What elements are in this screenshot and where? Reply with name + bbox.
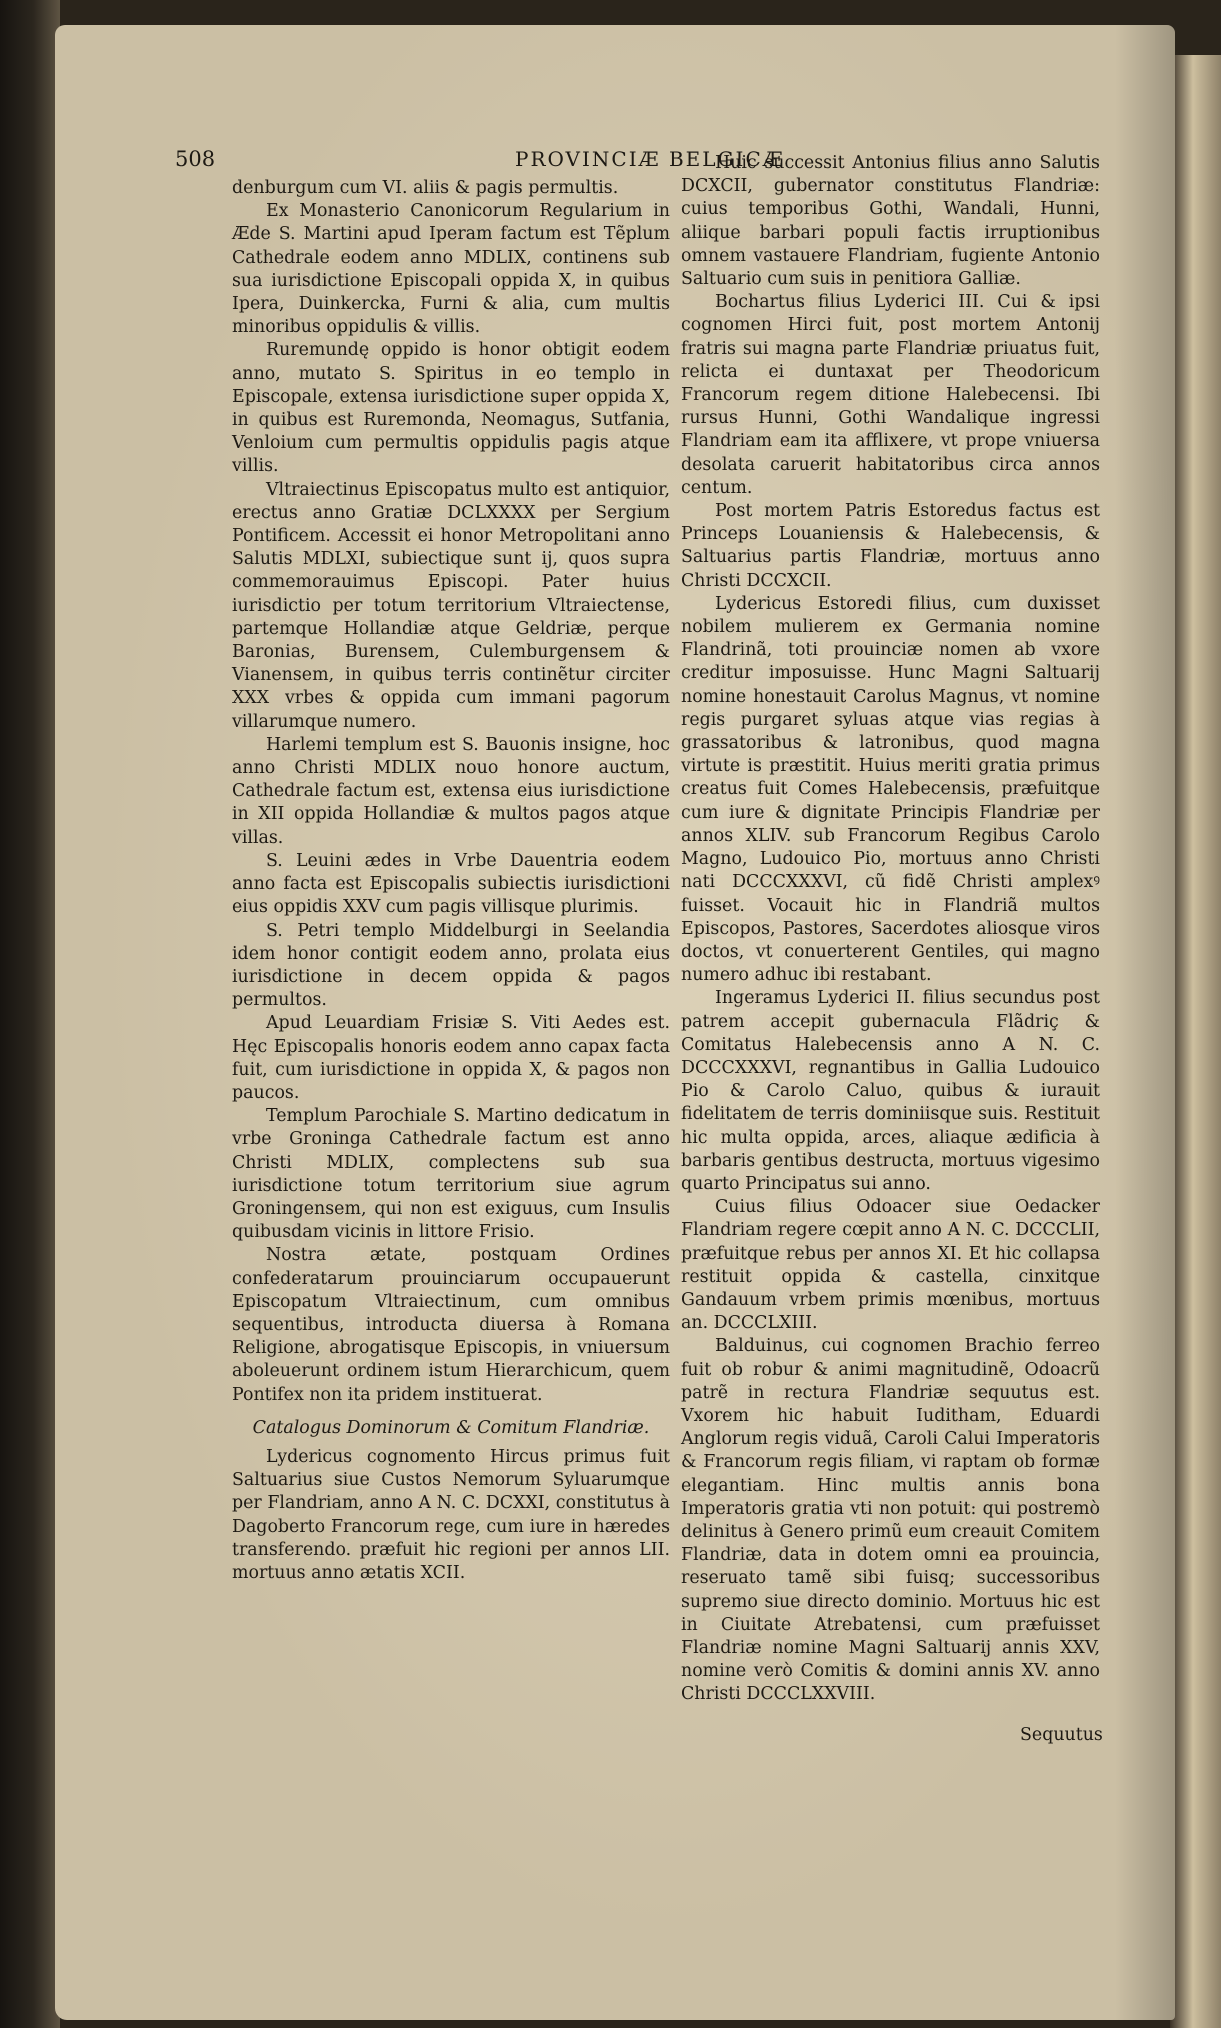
book-binding-edge: [0, 0, 60, 2028]
paragraph: Ex Monasterio Canonicorum Regularium in Æde S. Martini apud Iperam factum est Tẽplum Cathedrale eodem anno MDLIX, continens sub sua iurisdictione Episcopali oppida X, in quibus Ipera, Duinkercka, Furni & alia, cum multis minoribus oppidulis & villis.: [232, 201, 670, 338]
left-column: [232, 177, 670, 1585]
right-column: [681, 152, 1100, 1707]
paragraph: Apud Leuardiam Frisiæ S. Viti Aedes est. Hęc Episcopalis honoris eodem anno capax facta fuit, cum iurisdictione in oppida X, & pagos non paucos.: [232, 1013, 670, 1103]
paragraph: Huic successit Antonius filius anno Salutis DCXCII, gubernator constitutus Flandriæ: cuius temporibus Gothi, Wandali, Hunni, aliique barbari populi factis irruptionibus omnem vastauere Flandriam, fugiente Antonio Saltuario cum suis in penitiora Galliæ.: [681, 153, 1100, 290]
paragraph: Nostra ætate, postquam Ordines confederatarum prouinciarum occupauerunt Episcopatum Vltraiectinum, cum omnibus sequentibus, introducta diuersa à Romana Religione, abrogatisque Episcopis, in vniuersum aboleuerunt ordinem istum Hierarchicum, quem Pontifex non ita pridem instituerat.: [232, 1245, 670, 1405]
paragraph: S. Petri templo Middelburgi in Seelandia idem honor contigit eodem anno, prolata eius iurisdictione in decem oppida & pagos permultos.: [232, 920, 670, 1011]
page-gutter-shadow: [1115, 25, 1175, 2020]
paragraph: denburgum cum VI. aliis & pagis permultis.: [232, 178, 619, 198]
page-number: 508: [175, 147, 216, 171]
paragraph: Lydericus Estoredi filius, cum duxisset nobilem mulierem ex Germania nomine Flandrinã, toti prouinciæ nomen ab vxore creditur imposuisse. Hunc Magni Saltuarij nomine honestauit Carolus Magnus, vt nomine regis purgaret syluas atque vias regias à grassatoribus & latronibus, quod magna virtute is præstitit. Huius meriti gratia primus creatus fuit Comes Halebecensis, præfuitque cum iure & dignitate Principis Flandriæ per annos XLIV. sub Francorum Regibus Carolo Magno, Ludouico Pio, mortuus anno Christi nati DCCCXXXVI, cũ fidẽ Christi amplexꝰ fuisset. Vocauit hic in Flandriã multos Episcopos, Pastores, Sacerdotes aliosque viros doctos, vt conuerterent Gentiles, qui magno numero adhuc ibi restabant.: [681, 593, 1100, 986]
paragraph: Lydericus cognomento Hircus primus fuit Saltuarius siue Custos Nemorum Syluarumque per Flandriam, anno A N. C. DCXXI, constitutus à Dagoberto Francorum rege, cum iure in hæredes transferendo. præfuit hic regioni per annos LII. mortuus anno ætatis XCII.: [232, 1446, 670, 1583]
paragraph: Templum Parochiale S. Martino dedicatum in vrbe Groninga Cathedrale factum est anno Christi MDLIX, complectens sub sua iurisdictione totum territorium siue agrum Groningensem, qui non est exiguus, cum Insulis quibusdam vicinis in littore Frisio.: [232, 1106, 670, 1243]
running-title: PROVINCIÆ BELGICÆ: [515, 147, 785, 171]
paragraph: Post mortem Patris Estoredus factus est Princeps Louaniensis & Halebecensis, & Saltuarius partis Flandriæ, mortuus anno Christi DCCXCII.: [681, 501, 1100, 591]
paragraph: Ingeramus Lyderici II. filius secundus post patrem accepit gubernacula Flãdriç & Comitatus Halebecensis anno A N. C. DCCCXXXVI, regnantibus in Gallia Ludouico Pio & Carolo Caluo, quibus & iurauit fidelitatem de terris dominiisque suis. Restituit hic multa oppida, arces, aliaque ædificia à barbaris gentibus destructa, mortuus vigesimo quarto Principatus sui anno.: [681, 988, 1100, 1194]
next-page-edge: [1170, 55, 1221, 2028]
paragraph: Cuius filius Odoacer siue Oedacker Flandriam regere cœpit anno A N. C. DCCCLII, præfuitque rebus per annos XI. Et hic collapsa restituit oppida & castella, cinxitque Gandauum vrbem primis mœnibus, mortuus an. DCCCLXIII.: [681, 1197, 1100, 1334]
paragraph: Harlemi templum est S. Bauonis insigne, hoc anno Christi MDLIX nouo honore auctum, Cathedrale factum est, extensa eius iurisdictione in XII oppida Hollandiæ & multos pagos atque villas.: [232, 734, 670, 848]
section-heading: Catalogus Dominorum & Comitum Flandriæ.: [252, 1417, 650, 1438]
paragraph: Ruremundę oppido is honor obtigit eodem anno, mutato S. Spiritus in eo templo in Episcopale, extensa iurisdictione super oppida X, in quibus est Ruremonda, Neomagus, Sutfania, Venloium cum permultis oppidulis pagis atque villis.: [232, 340, 670, 477]
paragraph: Bochartus filius Lyderici III. Cui & ipsi cognomen Hirci fuit, post mortem Antonij fratris sui magna parte Flandriæ priuatus fuit, relicta ei duntaxat per Theodoricum Francorum regem ditione Halebecensi. Ibi rursus Hunni, Gothi Wandalique ingressi Flandriam eam ita afflixere, vt prope vniuersa desolata caruerit habitatoribus circa annos centum.: [681, 292, 1100, 498]
paragraph: Balduinus, cui cognomen Brachio ferreo fuit ob robur & animi magnitudinẽ, Odoacrũ patrẽ in rectura Flandriæ sequutus est. Vxorem hic habuit Iuditham, Eduardi Anglorum regis viduã, Caroli Calui Imperatoris & Francorum regis filiam, vi raptam ob formæ elegantiam. Hinc multis annis bona Imperatoris gratia vti non potuit: qui postremò delinitus à Genero primũ eum creauit Comitem Flandriæ, data in dotem omni ea prouincia, reseruato tamẽ sibi fuisq; successoribus supremo siue directo dominio. Mortuus hic est in Ciuitate Atrebatensi, cum præfuisset Flandriæ nomine Magni Saltuarij annis XXV, nomine verò Comitis & domini annis XV. anno Christi DCCCLXXVIII.: [681, 1336, 1100, 1705]
catchword: Sequutus: [1020, 1725, 1103, 1745]
paragraph: S. Leuini ædes in Vrbe Dauentria eodem anno facta est Episcopalis subiectis iurisdictioni eius oppidis XXV cum pagis villisque plurimis.: [232, 850, 670, 918]
paragraph: Vltraiectinus Episcopatus multo est antiquior, erectus anno Gratiæ DCLXXXX per Sergium Pontificem. Accessit ei honor Metropolitani anno Salutis MDLXI, subiectique sunt ij, quos supra commemorauimus Episcopi. Pater huius iurisdictio per totum territorium Vltraiectense, partemque Hollandiæ atque Geldriæ, perque Baronias, Burensem, Culemburgensem & Vianensem, in quibus terris continẽtur circiter XXX vrbes & oppida cum immani pagorum villarumque numero.: [232, 479, 670, 732]
